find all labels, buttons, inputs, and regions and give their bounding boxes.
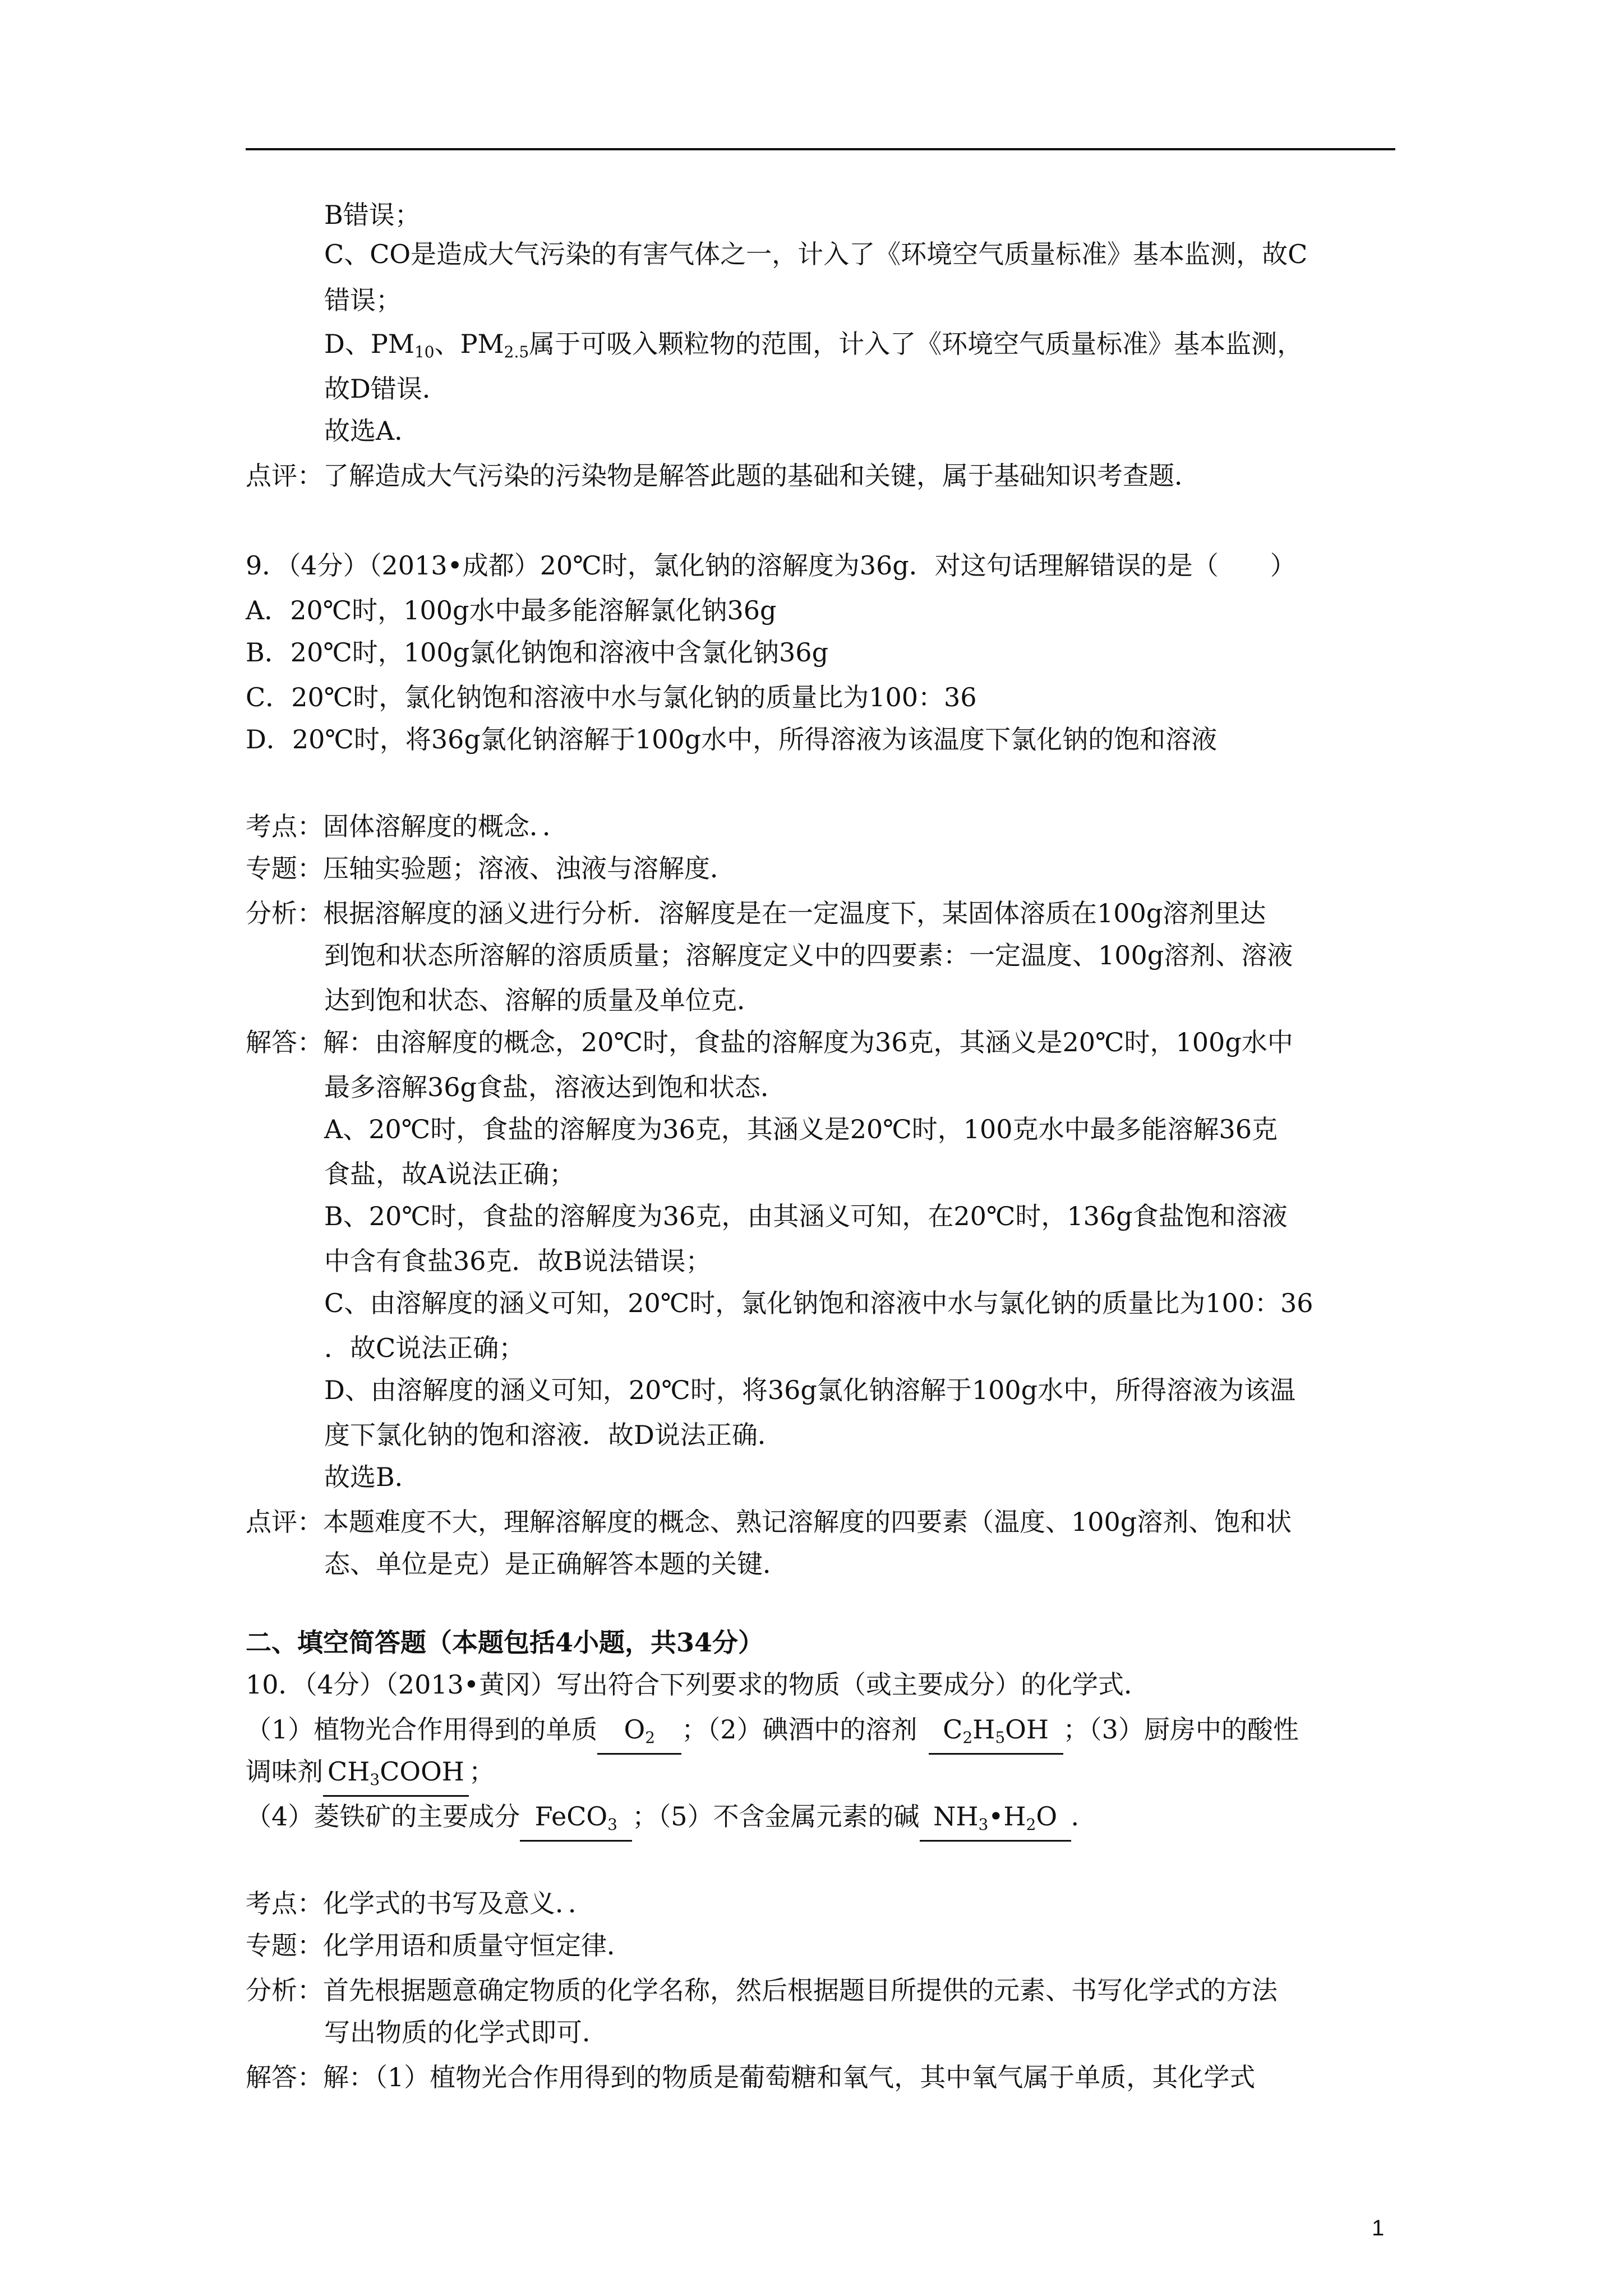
- fenxi-line: 到饱和状态所溶解的溶质质量；溶解度定义中的四要素：一定温度、100g溶剂、溶液: [324, 940, 1293, 970]
- question-stem: 10．（4分）（2013•黄冈）写出符合下列要求的物质（或主要成分）的化学式．: [246, 1669, 1150, 1700]
- header-rule: [246, 148, 1395, 150]
- jieda-line: D、由溶解度的涵义可知，20℃时，将36g氯化钠溶解于100g水中，所得溶液为该温: [324, 1375, 1296, 1405]
- text-fragment: ；（2）碘酒中的溶剂: [681, 1714, 917, 1745]
- jieda-line: 中含有食盐36克．故B说法错误；: [324, 1246, 712, 1276]
- text-line: 错误；: [324, 285, 402, 315]
- jieda-line: A、20℃时，食盐的溶解度为36克，其涵义是20℃时，100克水中最多能溶解36克: [324, 1114, 1278, 1144]
- subscript: 3: [370, 1770, 380, 1789]
- jieda-line: C、由溶解度的涵义可知，20℃时，氯化钠饱和溶液中水与氯化钠的质量比为100：36: [324, 1288, 1313, 1318]
- text-line: 故选A．: [324, 416, 421, 446]
- subscript: 2.5: [504, 343, 529, 361]
- text-line: 故D错误．: [324, 374, 448, 404]
- answer-text: H: [972, 1714, 995, 1745]
- jieda-line: 度下氯化钠的饱和溶液．故D说法正确．: [324, 1420, 783, 1450]
- answer-text: •H: [988, 1801, 1026, 1832]
- zhuanti-line: 专题：压轴实验题；溶液、浊液与溶解度．: [246, 853, 736, 884]
- text-fragment: （4）菱铁矿的主要成分: [246, 1801, 520, 1832]
- subscript: 2: [962, 1728, 973, 1747]
- jieda-line: 解答：解：（1）植物光合作用得到的物质是葡萄糖和氧气，其中氧气属于单质，其化学式: [246, 2062, 1256, 2092]
- jieda-line: 解答：解：由溶解度的概念，20℃时，食盐的溶解度为36克，其涵义是20℃时，100g水中: [246, 1027, 1293, 1057]
- text-fragment: 属于可吸入颗粒物的范围，计入了《环境空气质量标准》基本监测，: [529, 329, 1303, 359]
- text-fragment: ；: [469, 1756, 495, 1787]
- answer-text: CH: [328, 1756, 370, 1787]
- dianping-line: 态、单位是克）是正确解答本题的关键．: [324, 1549, 789, 1579]
- answer-blank: [520, 1801, 632, 1842]
- subscript: 2: [1026, 1815, 1036, 1834]
- answer-blank: [929, 1714, 1063, 1755]
- jieda-line: B、20℃时，食盐的溶解度为36克，由其涵义可知，在20℃时，136g食盐饱和溶液: [324, 1201, 1288, 1231]
- answer-text: NH: [933, 1801, 979, 1832]
- text-fragment: ．: [1071, 1801, 1097, 1832]
- answer-blank: [920, 1801, 1071, 1842]
- comment-line: 点评：了解造成大气污染的污染物是解答此题的基础和关键，属于基础知识考查题．: [246, 461, 1200, 491]
- question-line: [246, 1798, 1097, 1835]
- answer-text: OH: [1005, 1714, 1049, 1745]
- subscript: 3: [607, 1815, 617, 1834]
- text-line: [324, 325, 1303, 362]
- jieda-line: 食盐，故A说法正确；: [324, 1159, 575, 1189]
- text-fragment: 调味剂: [246, 1756, 323, 1787]
- answer-blank: [323, 1756, 469, 1797]
- option-c: C．20℃时，氯化钠饱和溶液中水与氯化钠的质量比为100：36: [246, 682, 977, 712]
- option-d: D．20℃时，将36g氯化钠溶解于100g水中，所得溶液为该温度下氯化钠的饱和溶液: [246, 724, 1218, 754]
- answer-text: O: [624, 1714, 645, 1745]
- text-fragment: （1）植物光合作用得到的单质: [246, 1714, 598, 1745]
- question-line: [246, 1711, 1299, 1748]
- option-a: A．20℃时，100g水中最多能溶解氯化钠36g: [246, 595, 777, 625]
- text-line: B错误；: [324, 200, 421, 230]
- fenxi-line: 达到饱和状态、溶解的质量及单位克．: [324, 985, 763, 1015]
- text-fragment: ；（3）厨房中的酸性: [1063, 1714, 1299, 1745]
- subscript: 10: [414, 343, 435, 361]
- text-fragment: ；（5）不含金属元素的碱: [632, 1801, 920, 1832]
- answer-text: FeCO: [534, 1801, 608, 1832]
- fenxi-line: 分析：首先根据题意确定物质的化学名称，然后根据题目所提供的元素、书写化学式的方法: [246, 1975, 1278, 2005]
- option-b: B．20℃时，100g氯化钠饱和溶液中含氯化钠36g: [246, 637, 829, 668]
- jieda-line: ．故C说法正确；: [324, 1333, 525, 1363]
- question-stem: 9．（4分）（2013•成都）20℃时，氯化钠的溶解度为36g．对这句话理解错误的是（ ）: [246, 550, 1296, 581]
- jieda-line: 最多溶解36g食盐，溶液达到饱和状态．: [324, 1072, 786, 1102]
- subscript: 2: [645, 1728, 656, 1747]
- answer-text: COOH: [380, 1756, 464, 1787]
- section-heading: 二、填空简答题（本题包括4小题，共34分）: [246, 1627, 764, 1658]
- text-line: C、CO是造成大气污染的有害气体之一，计入了《环境空气质量标准》基本监测，故C: [324, 239, 1308, 269]
- kaodian-line: 考点：化学式的书写及意义．．: [246, 1888, 594, 1918]
- page-number: 1: [1372, 2216, 1385, 2240]
- answer-blank: [597, 1714, 681, 1755]
- fenxi-line: 分析：根据溶解度的涵义进行分析．溶解度是在一定温度下，某固体溶质在100g溶剂里达: [246, 898, 1266, 928]
- fenxi-line: 写出物质的化学式即可．: [324, 2017, 608, 2047]
- question-line: [246, 1753, 495, 1790]
- subscript: 3: [978, 1815, 989, 1834]
- jieda-line: 故选B．: [324, 1462, 421, 1492]
- text-fragment: 、PM: [434, 329, 504, 359]
- kaodian-line: 考点：固体溶解度的概念．．: [246, 811, 568, 841]
- subscript: 5: [995, 1728, 1006, 1747]
- answer-text: C: [943, 1714, 963, 1745]
- answer-text: O: [1036, 1801, 1058, 1832]
- zhuanti-line: 专题：化学用语和质量守恒定律．: [246, 1930, 633, 1961]
- dianping-line: 点评：本题难度不大，理解溶解度的概念、熟记溶解度的四要素（温度、100g溶剂、饱和状: [246, 1507, 1292, 1537]
- text-fragment: D、PM: [324, 329, 414, 359]
